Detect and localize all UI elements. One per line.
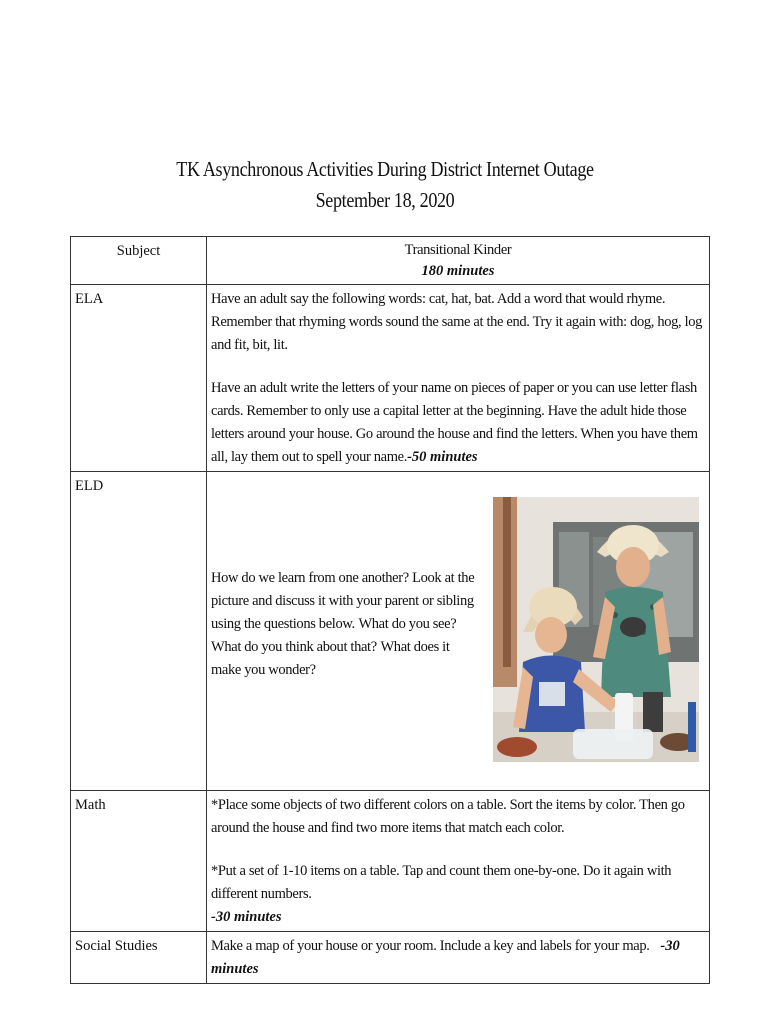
document-date: September 18, 2020 [315,188,455,212]
social-studies-text: Make a map of your house or your room. Include a key and labels for your map. [211,938,650,954]
eld-text-block [211,567,481,682]
table-row-social-studies [71,932,710,984]
ela-time: -50 minutes [407,449,478,465]
ela-paragraph-2-text: Have an adult write the letters of your name on pieces of paper or you can use letter flash cards. Remember to only use a capital letter at the beginning. Have the adult hide those letters around your house. Go around the house and find the letters. When you have them all, lay them out to spell your name. [211,380,698,465]
math-time: -30 minutes [211,909,282,925]
eld-question-3: What does it make you wonder? [211,639,450,678]
activities-table [70,236,710,984]
grade-column-header [207,237,710,285]
document-title: TK Asynchronous Activities During District Internet Outage [176,157,594,181]
table-row-math [71,791,710,932]
eld-question-2: What do you think about that? [211,639,377,655]
activity-cell-social-studies [207,932,710,984]
subject-cell-social-studies: Social Studies [71,932,207,984]
subject-cell-math: Math [71,791,207,932]
subject-column-header: Subject [71,237,207,285]
ela-paragraph-1: Have an adult say the following words: cat, hat, bat. Add a word that would rhyme. Remember that rhyming words sound the same at the end. Try it again with: dog, hog, log and fit, bit, lit. [211,291,703,353]
eld-intro: How do we learn from one another? Look at the picture and discuss it with your parent or sibling using the questions below. [211,570,475,632]
math-paragraph-2: *Put a set of 1-10 items on a table. Tap and count them one-by-one. Do it again with different numbers. [211,863,672,902]
social-studies-time: -30 minutes [211,938,680,977]
grade-label: Transitional Kinder [404,242,512,258]
activity-cell-eld [207,472,710,791]
table-row-eld [71,472,710,791]
activity-cell-math [207,791,710,932]
ela-paragraph-2 [211,377,705,469]
children-photo [493,497,699,762]
activity-cell-ela [207,285,710,472]
table-header-row [71,237,710,285]
math-paragraph-1: *Place some objects of two different colors on a table. Sort the items by color. Then go around the house and find two more items that match each color. [211,797,685,836]
subject-cell-eld: ELD [71,472,207,791]
table-row-ela [71,285,710,472]
subject-cell-ela: ELA [71,285,207,472]
document-header [0,154,770,216]
total-time-label: 180 minutes [421,263,495,279]
eld-question-1: What do you see? [358,616,457,632]
